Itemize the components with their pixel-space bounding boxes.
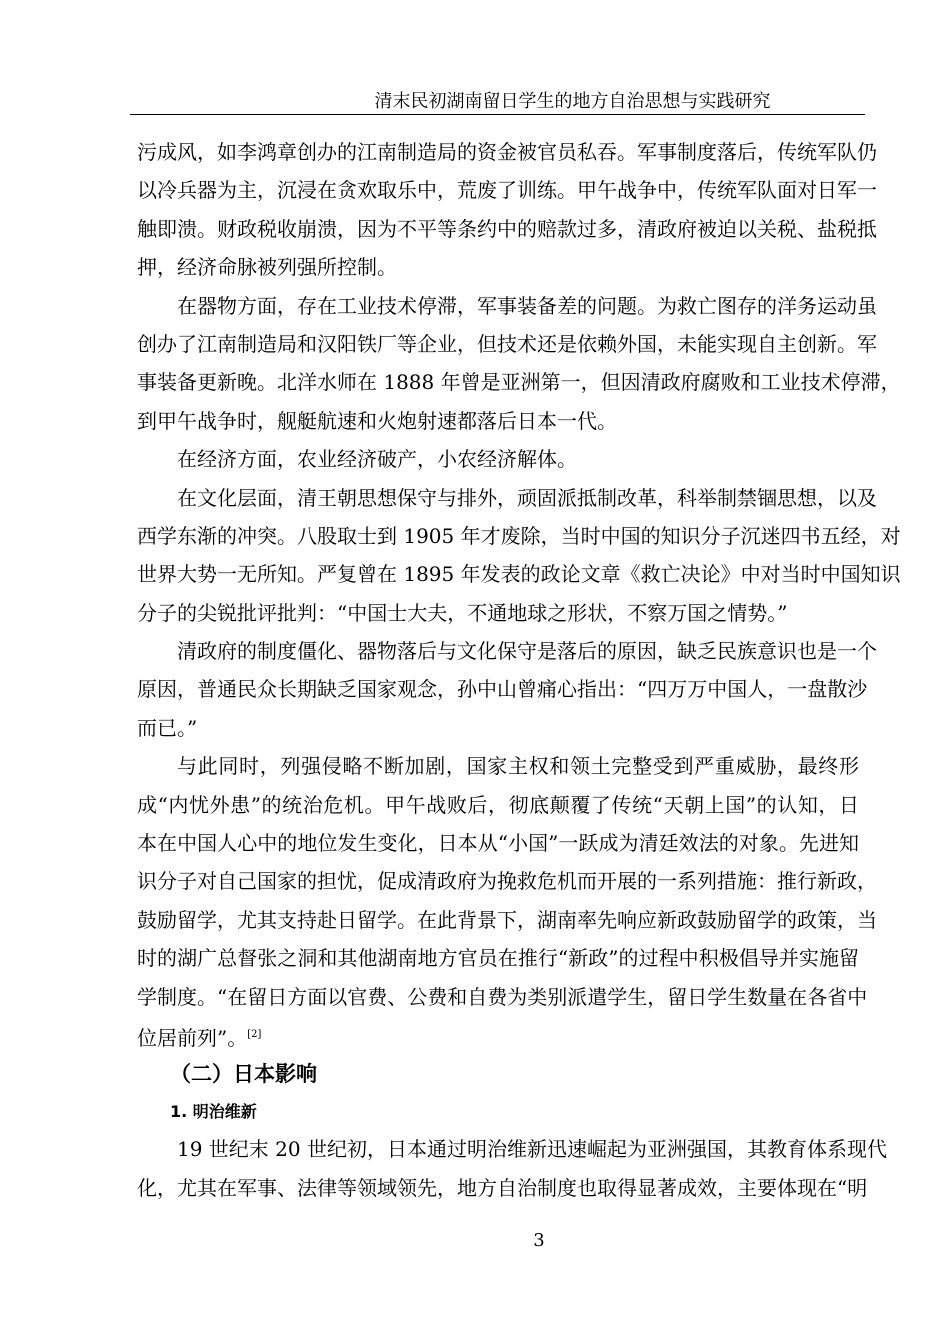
line-text: 成“内忧外患”的统治危机。甲午战败后，彻底颠覆了传统“天朝上国”的认知，日: [137, 792, 859, 817]
text-line: [137, 363, 901, 401]
line-text: 时的湖广总督张之洞和其他湖南地方官员在推行“新政”的过程中积极倡导并实施留: [137, 946, 859, 971]
text-line: [137, 670, 868, 708]
line-text: 清政府的制度僵化、器物落后与文化保守是落后的原因，缺乏民族意识也是一个: [177, 639, 877, 664]
paragraph: [137, 479, 901, 633]
line-text: 创办了江南制造局和汉阳铁厂等企业，但技术还是依赖外国，未能实现自主创新。军: [137, 331, 877, 356]
line-text: 化，尤其在军事、法律等领域领先，地方自治制度也取得显著成效，主要体现在“明: [137, 1175, 868, 1200]
line-text: 在器物方面，存在工业技术停滞，军事装备差的问题。为救亡图存的洋务运动虽: [177, 293, 877, 318]
text-line: [137, 978, 868, 1016]
text-line: [137, 248, 859, 286]
line-text: 本在中国人心中的地位发生变化，日本从“小国”一跃成为清廷效法的对象。先进知: [137, 831, 859, 856]
line-text: 学制度。“在留日方面以官费、公费和自费为类别派遣学生，留日学生数量在各省中: [137, 984, 868, 1009]
text-line: [137, 824, 859, 862]
text-line: [137, 862, 877, 900]
text-line: [137, 1016, 859, 1054]
line-text: 西学东渐的冲突。八股取士到 1905 年才废除，当时中国的知识分子沉迷四书五经，对: [137, 523, 901, 548]
line-text: 而已。”: [137, 715, 198, 740]
citation-reference[interactable]: [2]: [247, 1028, 262, 1040]
line-text: 污成风，如李鸿章创办的江南制造局的资金被官员私吞。军事制度落后，传统军队仍: [137, 140, 877, 164]
line-text: 识分子对自己国家的担忧，促成清政府为挽救危机而开展的一系列措施：推行新政，: [137, 869, 877, 894]
text-line: [137, 632, 877, 670]
text-line: [137, 747, 859, 785]
line-text: 19 世纪末 20 世纪初，日本通过明治维新迅速崛起为亚洲强国，其教育体系现代: [177, 1137, 887, 1162]
text-line: [137, 171, 877, 209]
text-line: [137, 1169, 868, 1207]
line-text: 以冷兵器为主，沉浸在贪欢取乐中，荒废了训练。甲午战争中，传统军队面对日军一: [137, 178, 877, 203]
document-body: [137, 133, 901, 1207]
text-line: [137, 555, 901, 593]
paragraph: [137, 133, 877, 287]
paragraph: [137, 632, 877, 747]
line-text: 到甲午战争时，舰艇航速和火炮射速都落后日本一代。: [137, 408, 617, 433]
text-line: [137, 786, 859, 824]
line-text: 在经济方面，农业经济破产，小农经济解体。: [177, 447, 577, 472]
text-line: [137, 517, 901, 555]
paragraph: [137, 440, 859, 478]
subsection-heading: 1. 明治维新: [170, 1102, 257, 1122]
line-text: 与此同时，列强侵略不断加剧，国家主权和领土完整受到严重威胁，最终形: [177, 754, 859, 779]
paragraph: [137, 287, 901, 441]
page-number: 3: [533, 1230, 545, 1251]
text-line: [137, 210, 877, 248]
line-text: 世界大势一无所知。严复曾在 1895 年发表的政论文章《救亡决论》中对当时中国知识: [137, 562, 901, 587]
text-line: [137, 325, 877, 363]
text-line: [137, 1130, 887, 1168]
text-line: [137, 440, 859, 478]
paragraph: [137, 1130, 887, 1207]
text-line: [137, 901, 877, 939]
line-text: 分子的尖锐批评批判：“中国士大夫，不通地球之形状，不察万国之情势。”: [137, 600, 788, 625]
text-line: [137, 287, 877, 325]
text-line: [137, 402, 859, 440]
line-text: 鼓励留学，尤其支持赴日留学。在此背景下，湖南率先响应新政鼓励留学的政策，当: [137, 907, 877, 932]
section-heading: （二）日本影响: [170, 1062, 317, 1087]
text-line: [137, 479, 877, 517]
text-line: [137, 133, 877, 171]
line-text: 触即溃。财政税收崩溃，因为不平等条约中的赔款过多，清政府被迫以关税、盐税抵: [137, 216, 877, 241]
paragraph: [137, 747, 877, 1054]
running-header: [130, 92, 865, 115]
text-line: [137, 594, 859, 632]
header-title: 清末民初湖南留日学生的地方自治思想与实践研究: [374, 91, 771, 112]
line-text: 原因，普通民众长期缺乏国家观念，孙中山曾痛心指出：“四万万中国人，一盘散沙: [137, 677, 868, 702]
line-text: 在文化层面，清王朝思想保守与排外，顽固派抵制改革，科举制禁锢思想，以及: [177, 485, 877, 510]
line-text: 押，经济命脉被列强所控制。: [137, 255, 397, 280]
line-text: 位居前列”。: [137, 1025, 248, 1050]
text-line: [137, 709, 859, 747]
line-text: 事装备更新晚。北洋水师在 1888 年曾是亚洲第一，但因清政府腐败和工业技术停滞，: [137, 370, 901, 395]
text-line: [137, 939, 859, 977]
